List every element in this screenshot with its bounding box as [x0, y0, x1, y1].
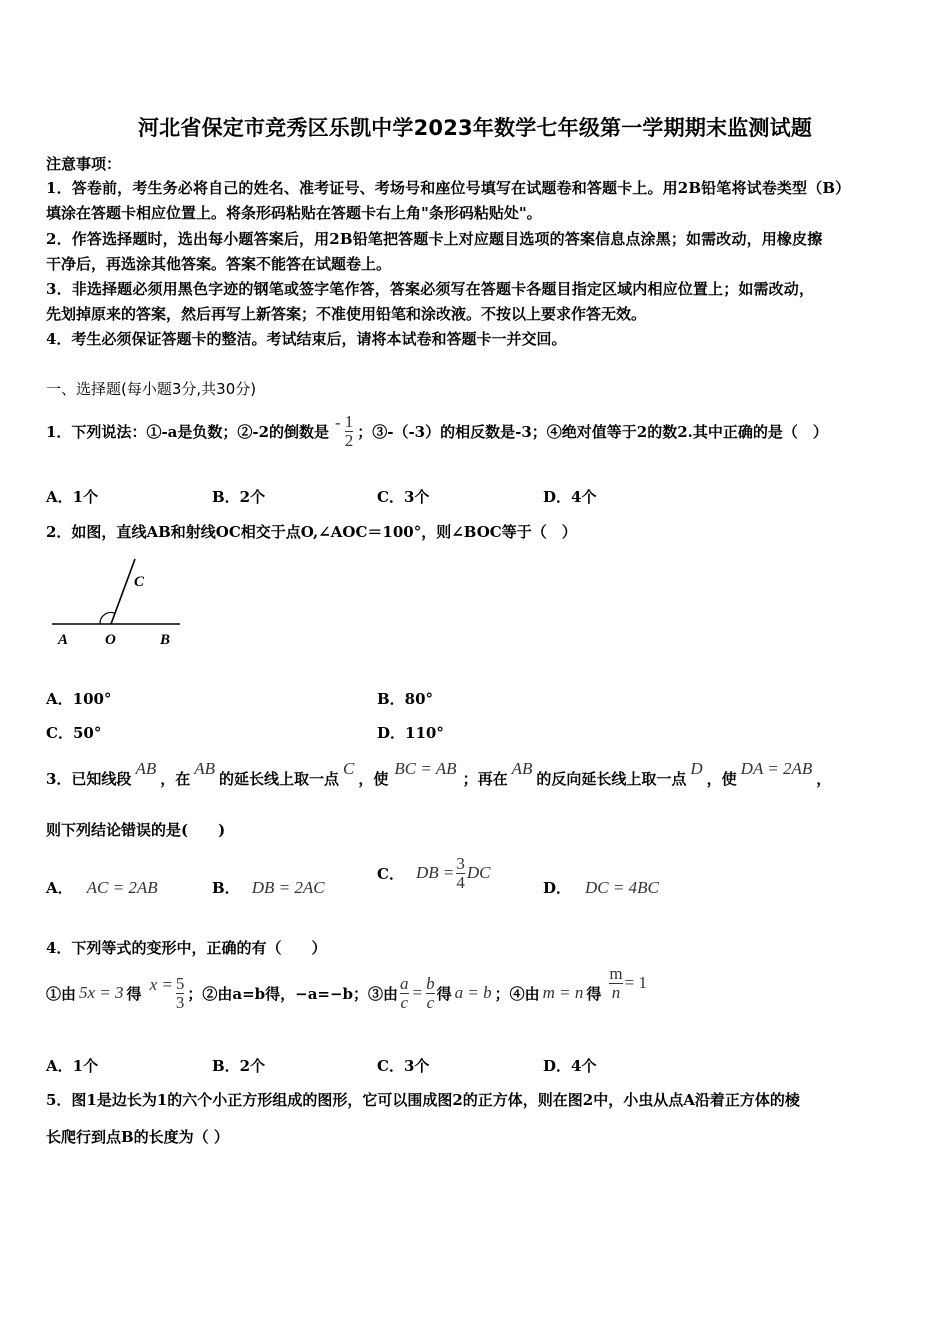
q4-e3-frac1: [400, 975, 409, 1012]
q3-m3: C: [343, 759, 355, 778]
notice-line-1: 1．答卷前，考生务必将自己的姓名、准考证号、考场号和座位号填写在试题卷和答题卡上。用2B铅笔将试卷类型（B）: [46, 179, 851, 197]
q1-frac-num: 1: [344, 411, 354, 431]
q3-line-2: 则下列结论错误的是( ): [46, 821, 226, 839]
question-3: [46, 755, 906, 789]
page-title: 河北省保定市竞秀区乐凯中学2023年数学七年级第一学期期末监测试题: [137, 116, 813, 140]
q3-option-d-label: D．: [543, 879, 572, 897]
q3-option-b-label: B．: [212, 879, 240, 897]
q3-m2: AB: [194, 759, 216, 778]
q1-option-c[interactable]: C．3个: [377, 488, 430, 506]
section-heading: 一、选择题(每小题3分,共30分): [46, 380, 257, 398]
q4-e3-frac2: [426, 975, 435, 1012]
q3-option-d-expr: DC = 4BC: [585, 877, 659, 897]
q3-option-c-den: 4: [456, 872, 465, 892]
label-a: A: [58, 632, 69, 648]
q1-option-b[interactable]: B．2个: [212, 488, 266, 506]
question-5-line-2: 长爬行到点B的长度为（ ）: [46, 1128, 229, 1146]
q1-text-post: ；③-（-3）的相反数是-3；④绝对值等于2的数2.其中正确的是（ ）: [357, 422, 828, 441]
q4-e6-num: m: [609, 963, 623, 983]
q3-option-d[interactable]: [543, 877, 659, 898]
q4-e3-n2: b: [426, 973, 435, 993]
q4-s2: 得: [126, 984, 142, 1003]
q4-e6-den: n: [611, 982, 621, 1002]
q1-option-a[interactable]: A．1个: [46, 488, 99, 506]
q1-neg-sign: -: [335, 413, 341, 432]
q3-option-a[interactable]: [46, 877, 158, 898]
notice-line-2: 填涂在答题卡相应位置上。将条形码粘贴在答题卡右上角"条形码粘贴处"。: [46, 204, 542, 222]
q4-e2-num: 5: [175, 973, 185, 993]
q4-e4: a = b: [454, 983, 492, 1002]
notice-line-6: 先划掉原来的答案，然后再写上新答案；不准使用铅笔和涂改液。不按以上要求作答无效。: [46, 305, 647, 323]
q3-m6: D: [690, 759, 703, 778]
q3-t7: ，使: [706, 770, 737, 788]
q4-option-c[interactable]: C．3个: [377, 1057, 430, 1075]
q3-t5: ；再在: [462, 770, 508, 788]
q3-option-c[interactable]: [377, 850, 490, 896]
notice-line-5: 3．非选择题必须用黑色字迹的钢笔或签字笔作答，答案必须写在答题卡各题目指定区域内相应位置上；如需改动，: [46, 280, 815, 298]
q3-m5: AB: [511, 759, 533, 778]
angle-figure: [46, 555, 196, 655]
q4-e1: 5x = 3: [79, 983, 124, 1002]
q2-option-b[interactable]: B．80°: [377, 690, 434, 708]
label-c: C: [134, 574, 145, 590]
q3-option-a-expr: AC = 2AB: [86, 877, 158, 897]
question-5-line-1: 5．图1是边长为1的六个小正方形组成的图形，它可以围成图2的正方体，则在图2中，小虫从点A沿着正方体的棱: [46, 1091, 800, 1109]
question-1: [46, 400, 828, 462]
ray-oc: [111, 559, 135, 624]
q1-text-pre: 1．下列说法：①-a是负数；②-2的倒数是: [46, 422, 330, 441]
q4-option-b[interactable]: B．2个: [212, 1057, 266, 1075]
notice-line-3: 2．作答选择题时，选出每小题答案后，用2B铅笔把答题卡上对应题目选项的答案信息点涂黑；如需改动，用橡皮擦: [46, 230, 823, 248]
q4-s4: 得: [436, 984, 452, 1003]
q4-e2-pre: x =: [149, 975, 173, 994]
notice-line-7: 4．考生必须保证答题卡的整洁。考试结束后，请将本试卷和答题卡一并交回。: [46, 330, 567, 348]
q4-s3: ；②由a=b得，−a=−b；③由: [187, 984, 399, 1003]
notice-line-4: 干净后，再选涂其他答案。答案不能答在试题卷上。: [46, 255, 392, 273]
q4-e2-den: 3: [175, 992, 185, 1012]
q3-t4: ，使: [358, 770, 389, 788]
q2-option-a[interactable]: A．100°: [46, 690, 112, 708]
q4-e6-fraction: [609, 965, 622, 1002]
q3-option-b-expr: DB = 2AC: [251, 877, 325, 897]
q2-option-d[interactable]: D．110°: [377, 724, 444, 742]
q3-t8: ，: [816, 770, 832, 788]
q3-t6: 的反向延长线上取一点: [536, 770, 687, 788]
q3-t3: 的延长线上取一点: [219, 770, 340, 788]
q3-option-c-label: C．: [377, 864, 404, 883]
q3-m1: AB: [135, 759, 157, 778]
q3-option-c-fraction: [456, 855, 465, 892]
q1-option-d[interactable]: D．4个: [543, 488, 597, 506]
q4-s5: ；④由: [494, 984, 540, 1003]
q3-option-b[interactable]: [212, 877, 325, 898]
q3-t2: ，在: [160, 770, 191, 788]
question-4: 4．下列等式的变形中，正确的有（ ）: [46, 939, 327, 957]
q2-option-c[interactable]: C．50°: [46, 724, 102, 742]
q4-statements: [46, 963, 647, 1019]
q3-option-a-label: A．: [46, 879, 73, 897]
q4-s6: 得: [586, 984, 602, 1003]
q4-s1: ①由: [46, 984, 77, 1003]
q4-e3-d2: c: [426, 992, 435, 1012]
q1-frac-den: 2: [344, 430, 354, 450]
q4-e3-d1: c: [400, 992, 409, 1012]
q3-option-c-pre: DB =: [415, 863, 455, 882]
q3-option-c-post: DC: [466, 863, 491, 882]
q3-m7: DA = 2AB: [740, 759, 813, 778]
notice-heading: 注意事项：: [46, 155, 122, 173]
q3-t1: 3．已知线段: [46, 770, 132, 788]
q3-option-c-num: 3: [456, 853, 465, 873]
q3-m4: BC = AB: [394, 759, 457, 778]
q4-option-a[interactable]: A．1个: [46, 1057, 99, 1075]
q4-e5: m = n: [542, 983, 584, 1002]
q4-e6-post: = 1: [624, 973, 647, 992]
label-b: B: [160, 632, 171, 648]
q1-fraction: [345, 413, 354, 450]
q4-e3-n1: a: [400, 973, 409, 993]
q4-e3-eq: =: [412, 983, 423, 1002]
q4-option-d[interactable]: D．4个: [543, 1057, 597, 1075]
question-2: 2．如图，直线AB和射线OC相交于点O,∠AOC＝100°，则∠BOC等于（ ）: [46, 523, 577, 541]
label-o: O: [105, 632, 116, 648]
q4-e2-fraction: [176, 975, 185, 1012]
